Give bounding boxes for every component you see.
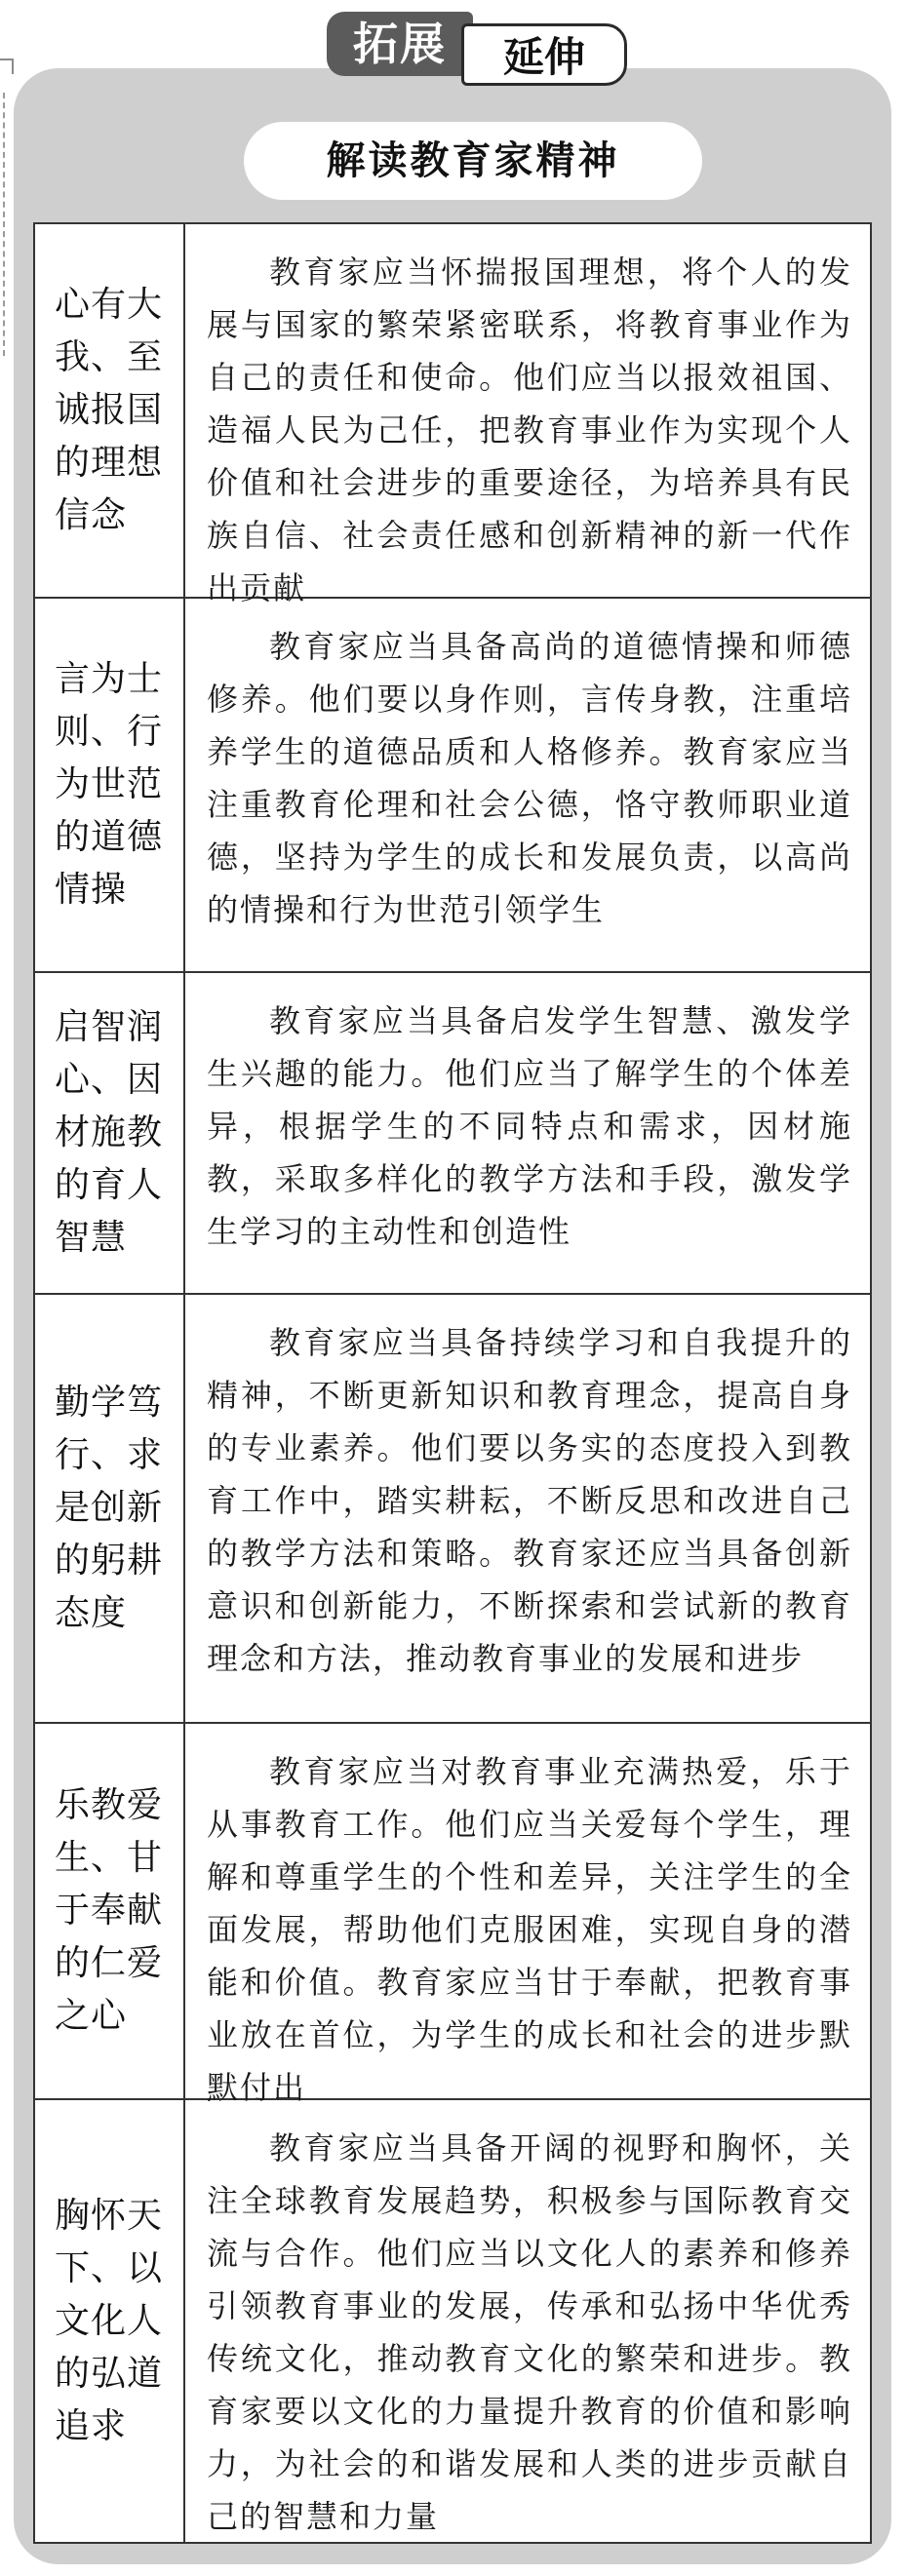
dashed-guide-line xyxy=(3,93,5,356)
row-body: 教育家应当具备开阔的视野和胸怀，关注全球教育发展趋势，积极参与国际教育交流与合作。他们应当以文化人的素养和修养引领教育事业的发展，传承和弘扬中华优秀传统文化，推动教育文化的繁荣和进步。教育家要以文化的力量提升教育的价值和影响力，为社会的和谐发展和人类的进步贡献自己的智慧和力量 xyxy=(207,2129,852,2535)
table-row xyxy=(35,224,870,606)
corner-guide-mark xyxy=(0,59,14,74)
table-row xyxy=(35,1724,870,2106)
row-body-cell xyxy=(185,973,870,1293)
row-heading: 言为士则、行为世范的道德情操 xyxy=(55,659,164,910)
table-row xyxy=(35,1295,870,1724)
table-row xyxy=(35,973,870,1295)
table-row xyxy=(35,599,870,973)
row-heading-cell xyxy=(35,973,185,1293)
row-heading: 乐教爱生、甘于奉献的仁爱之心 xyxy=(55,1785,164,2036)
row-heading-cell xyxy=(35,1295,185,1722)
row-body: 教育家应当具备启发学生智慧、激发学生兴趣的能力。他们应当了解学生的个体差异，根据学生的不同特点和需求，因材施教，采取多样化的教学方法和手段，激发学生学习的主动性和创造性 xyxy=(207,1002,852,1250)
page-title: 解读教育家精神 xyxy=(244,122,702,200)
row-heading-cell xyxy=(35,2100,185,2542)
row-heading-cell xyxy=(35,599,185,971)
row-heading: 心有大我、至诚报国的理想信念 xyxy=(55,285,164,535)
row-body: 教育家应当具备高尚的道德情操和师德修养。他们要以身作则，言传身教，注重培养学生的道德品质和人格修养。教育家应当注重教育伦理和社会公德，恪守教师职业道德，坚持为学生的成长和发展负责，以高尚的情操和行为世范引领学生 xyxy=(207,628,852,928)
row-body-cell xyxy=(185,599,870,971)
section-tag xyxy=(327,6,619,86)
row-heading-cell xyxy=(35,1724,185,2098)
row-heading-cell xyxy=(35,224,185,597)
row-body-cell xyxy=(185,1295,870,1722)
table-row xyxy=(35,2100,870,2542)
row-body-cell xyxy=(185,2100,870,2542)
section-tag-right: 延伸 xyxy=(461,23,627,86)
section-tag-left: 拓展 xyxy=(327,12,473,76)
info-table xyxy=(33,222,872,2544)
row-heading: 勤学笃行、求是创新的躬耕态度 xyxy=(55,1383,164,1633)
row-heading: 胸怀天下、以文化人的弘道追求 xyxy=(55,2195,164,2446)
row-body: 教育家应当具备持续学习和自我提升的精神，不断更新知识和教育理念，提高自身的专业素养。他们要以务实的态度投入到教育工作中，踏实耕耘，不断反思和改进自己的教学方法和策略。教育家还应当具备创新意识和创新能力，不断探索和尝试新的教育理念和方法，推动教育事业的发展和进步 xyxy=(207,1324,852,1677)
row-body: 教育家应当对教育事业充满热爱，乐于从事教育工作。他们应当关爱每个学生，理解和尊重学生的个性和差异，关注学生的全面发展，帮助他们克服困难，实现自身的潜能和价值。教育家应当甘于奉献，把教育事业放在首位，为学生的成长和社会的进步默默付出 xyxy=(207,1753,852,2106)
row-body-cell xyxy=(185,224,870,606)
row-body-cell xyxy=(185,1724,870,2106)
row-heading: 启智润心、因材施教的育人智慧 xyxy=(55,1007,164,1258)
row-body: 教育家应当怀揣报国理想，将个人的发展与国家的繁荣紧密联系，将教育事业作为自己的责任和使命。他们应当以报效祖国、造福人民为己任，把教育事业作为实现个人价值和社会进步的重要途径，为培养具有民族自信、社会责任感和创新精神的新一代作出贡献 xyxy=(207,254,852,606)
